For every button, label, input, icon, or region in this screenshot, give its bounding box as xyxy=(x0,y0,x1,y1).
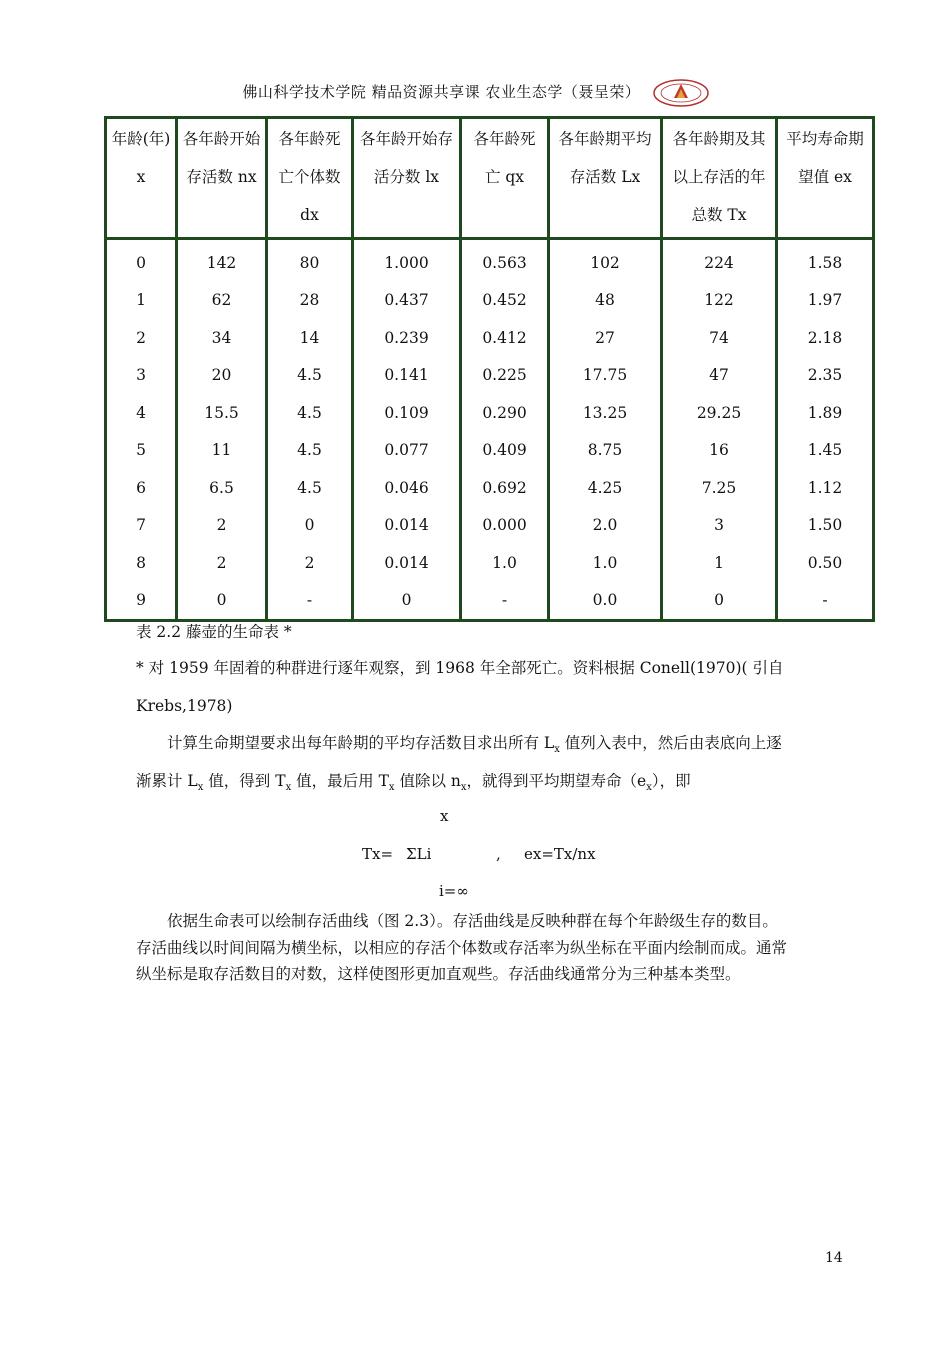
table-cell: 1.45 xyxy=(777,432,874,470)
table-cell: 2 xyxy=(106,319,177,357)
column-header xyxy=(461,118,549,239)
table-cell: 1.97 xyxy=(777,282,874,320)
table-cell: 0.409 xyxy=(461,432,549,470)
column-header-line: 各年龄开始存 xyxy=(359,130,453,148)
column-header-line: 存活数 nx xyxy=(186,168,257,186)
table-cell: 0.109 xyxy=(353,394,461,432)
table-cell: 1.000 xyxy=(353,239,461,282)
column-header-line: 亡个体数 xyxy=(278,168,341,186)
table-cell: 1 xyxy=(106,282,177,320)
paragraph-1-line1: 计算生命期望要求出每年龄期的平均存活数目求出所有 $L_x$ 值列入表中，然后由表底向上逐 xyxy=(167,734,782,756)
table-cell: 0.000 xyxy=(461,507,549,545)
page-number: 14 xyxy=(825,1250,843,1266)
table-cell: 1.89 xyxy=(777,394,874,432)
column-header xyxy=(662,118,777,239)
table-cell: 47 xyxy=(662,357,777,395)
table-cell: 0.239 xyxy=(353,319,461,357)
table-cell: 7.25 xyxy=(662,469,777,507)
table-cell: 1.0 xyxy=(549,544,662,582)
table-cell: 7 xyxy=(106,507,177,545)
formula-sum: ΣLi xyxy=(406,845,432,863)
table-cell: 142 xyxy=(177,239,267,282)
table-cell: 0.046 xyxy=(353,469,461,507)
column-header-line: 存活数 Lx xyxy=(569,168,641,186)
table-cell: - xyxy=(267,582,353,621)
table-cell: 0.50 xyxy=(777,544,874,582)
column-header-line xyxy=(356,196,457,234)
table-cell: 0.014 xyxy=(353,507,461,545)
table-cell: 0 xyxy=(267,507,353,545)
column-header-line: 各年龄开始 xyxy=(182,130,261,148)
table-cell: 8.75 xyxy=(549,432,662,470)
table-cell: 13.25 xyxy=(549,394,662,432)
table-cell: 0.563 xyxy=(461,239,549,282)
table-cell: - xyxy=(777,582,874,621)
page-header xyxy=(0,78,952,108)
table-note-line2: Krebs,1978) xyxy=(136,697,233,715)
university-logo-icon xyxy=(652,78,710,108)
table-cell: 34 xyxy=(177,319,267,357)
table-row xyxy=(106,582,874,621)
column-header xyxy=(177,118,267,239)
table-cell: 0 xyxy=(106,239,177,282)
table-cell: - xyxy=(461,582,549,621)
life-table xyxy=(104,116,875,622)
table-cell: 1 xyxy=(662,544,777,582)
table-cell: 1.58 xyxy=(777,239,874,282)
table-cell: 0.014 xyxy=(353,544,461,582)
column-header-line: 平均寿命期 xyxy=(786,130,864,148)
column-header xyxy=(106,118,177,239)
table-cell: 2 xyxy=(177,544,267,582)
table-cell: 9 xyxy=(106,582,177,621)
column-header-line: 各年龄期及其 xyxy=(672,130,766,148)
table-row xyxy=(106,432,874,470)
table-row xyxy=(106,282,874,320)
table-cell: 74 xyxy=(662,319,777,357)
table-cell: 4.5 xyxy=(267,394,353,432)
formula-rhs: ex=Tx/nx xyxy=(524,845,596,863)
column-header-line: x xyxy=(136,168,146,186)
table-cell: 0.437 xyxy=(353,282,461,320)
column-header-line: 总数 Tx xyxy=(691,206,747,224)
table-cell: 4.5 xyxy=(267,357,353,395)
table-cell: 4 xyxy=(106,394,177,432)
table-row xyxy=(106,394,874,432)
table-row xyxy=(106,544,874,582)
column-header-line: 以上存活的年 xyxy=(672,168,766,186)
table-cell: 1.12 xyxy=(777,469,874,507)
column-header-line: 各年龄死 xyxy=(473,130,536,148)
table-row xyxy=(106,239,874,282)
table-cell: 62 xyxy=(177,282,267,320)
table-cell: 17.75 xyxy=(549,357,662,395)
table-cell: 0.452 xyxy=(461,282,549,320)
column-header-line: 望值 ex xyxy=(798,168,852,186)
table-cell: 2.18 xyxy=(777,319,874,357)
table-cell: 11 xyxy=(177,432,267,470)
table-cell: 0 xyxy=(353,582,461,621)
column-header xyxy=(267,118,353,239)
column-header-line xyxy=(552,196,658,234)
formula-lower-limit: i=∞ xyxy=(439,882,469,900)
table-cell: 0.077 xyxy=(353,432,461,470)
table-cell: 6.5 xyxy=(177,469,267,507)
column-header-line: 活分数 lx xyxy=(373,168,440,186)
column-header-line: 各年龄期平均 xyxy=(558,130,652,148)
table-note-line1: * 对 1959 年固着的种群进行逐年观察，到 1968 年全部死亡。资料根据 Conell(1970)( 引自 xyxy=(136,659,784,677)
table-row xyxy=(106,319,874,357)
header-title: 佛山科学技术学院 精品资源共享课 农业生态学（聂呈荣） xyxy=(242,83,641,101)
table-cell: 16 xyxy=(662,432,777,470)
table-cell: 0 xyxy=(662,582,777,621)
table-cell: 2.0 xyxy=(549,507,662,545)
paragraph-2-line2: 存活曲线以时间间隔为横坐标，以相应的存活个体数或存活率为纵坐标在平面内绘制而成。通常 xyxy=(136,939,788,957)
table-cell: 4.25 xyxy=(549,469,662,507)
table-cell: 6 xyxy=(106,469,177,507)
table-cell: 29.25 xyxy=(662,394,777,432)
column-header-line xyxy=(464,196,545,234)
column-header-line: 年龄(年) xyxy=(111,130,171,148)
table-row xyxy=(106,469,874,507)
table-body xyxy=(106,239,874,621)
table-cell: 102 xyxy=(549,239,662,282)
column-header-line: 亡 qx xyxy=(484,168,525,186)
column-header xyxy=(777,118,874,239)
column-header-line: dx xyxy=(300,206,319,224)
table-cell: 4.5 xyxy=(267,469,353,507)
paragraph-1-line2: 渐累计 $L_x$ 值，得到 $T_x$ 值，最后用 $T_x$ 值除以 $n_x$，就得到平均期望寿命$(e_x)$，即 xyxy=(136,772,691,794)
table-cell: 1.0 xyxy=(461,544,549,582)
table-cell: 0.141 xyxy=(353,357,461,395)
table-cell: 2 xyxy=(177,507,267,545)
table-cell: 0.290 xyxy=(461,394,549,432)
formula-comma: , xyxy=(496,845,501,863)
table-cell: 122 xyxy=(662,282,777,320)
table-row xyxy=(106,357,874,395)
column-header-line xyxy=(780,196,870,234)
table-cell: 5 xyxy=(106,432,177,470)
table-cell: 224 xyxy=(662,239,777,282)
column-header xyxy=(353,118,461,239)
table-cell: 28 xyxy=(267,282,353,320)
paragraph-2-line1: 依据生命表可以绘制存活曲线（图 2.3）。存活曲线是反映种群在每个年龄级生存的数目。 xyxy=(167,912,778,930)
table-cell: 15.5 xyxy=(177,394,267,432)
table-cell: 4.5 xyxy=(267,432,353,470)
paragraph-2-line3: 纵坐标是取存活数目的对数，这样使图形更加直观些。存活曲线通常分为三种基本类型。 xyxy=(136,965,741,983)
column-header-line: 各年龄死 xyxy=(278,130,341,148)
table-cell: 0.0 xyxy=(549,582,662,621)
table-row xyxy=(106,507,874,545)
table-caption: 表 2.2 藤壶的生命表 * xyxy=(136,623,292,641)
column-header-line xyxy=(180,196,263,234)
column-header-line xyxy=(109,196,173,234)
table-cell: 3 xyxy=(662,507,777,545)
formula-upper-limit: x xyxy=(440,807,449,825)
table-cell: 0.692 xyxy=(461,469,549,507)
formula-lhs: Tx= xyxy=(362,845,394,863)
table-cell: 27 xyxy=(549,319,662,357)
column-header xyxy=(549,118,662,239)
table-cell: 14 xyxy=(267,319,353,357)
table-cell: 3 xyxy=(106,357,177,395)
table-cell: 1.50 xyxy=(777,507,874,545)
table-cell: 0.225 xyxy=(461,357,549,395)
table-cell: 20 xyxy=(177,357,267,395)
table-cell: 8 xyxy=(106,544,177,582)
table-header-row xyxy=(106,118,874,239)
table-cell: 2 xyxy=(267,544,353,582)
table-cell: 2.35 xyxy=(777,357,874,395)
table-cell: 48 xyxy=(549,282,662,320)
table-cell: 80 xyxy=(267,239,353,282)
table-cell: 0.412 xyxy=(461,319,549,357)
table-cell: 0 xyxy=(177,582,267,621)
